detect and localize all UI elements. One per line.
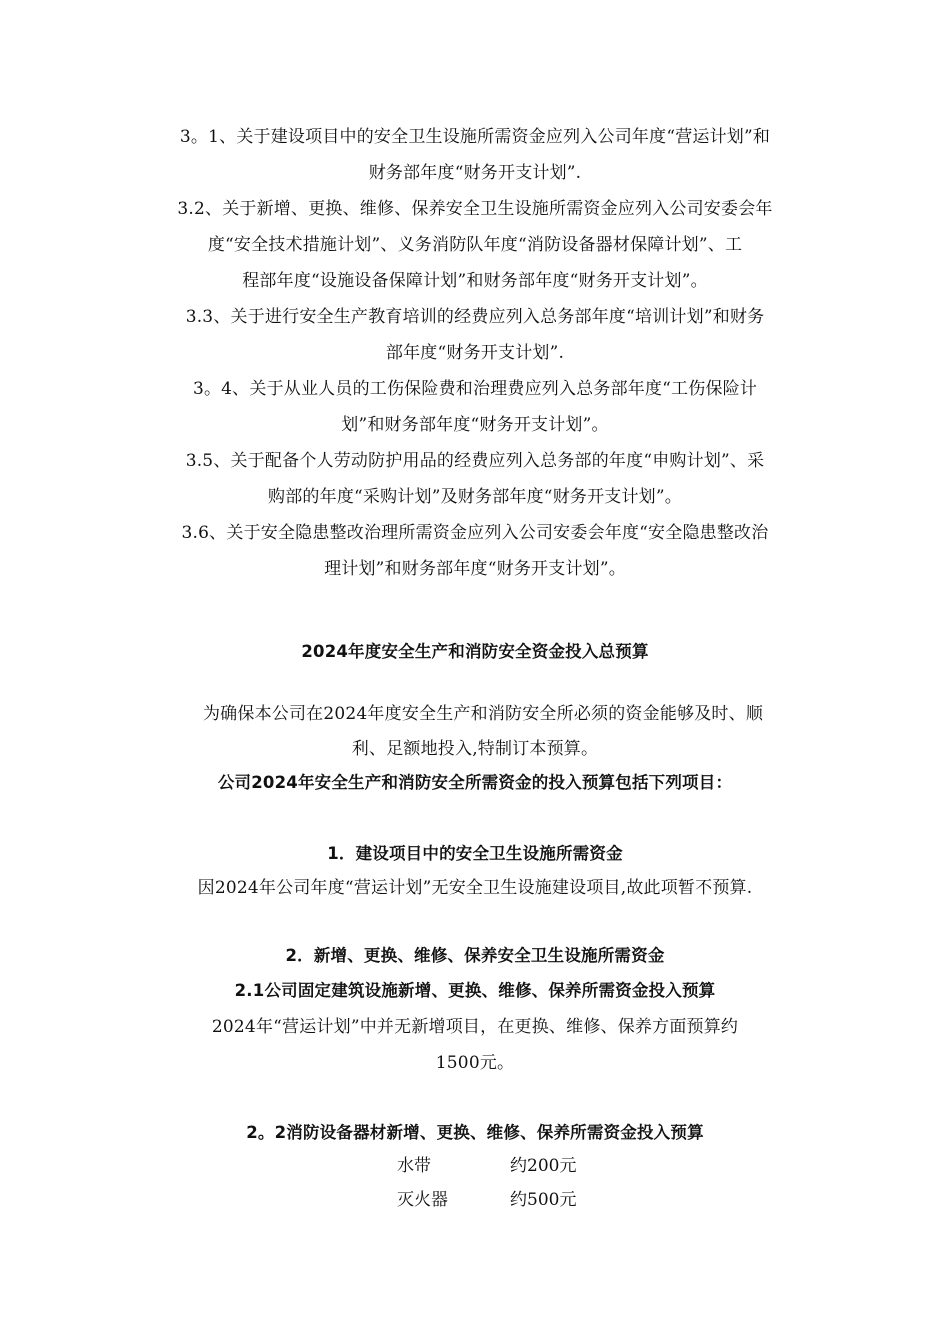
budget-intro-line-2: 利、足额地投入,特制订本预算。 (351, 739, 599, 759)
budget-title: 2024年度安全生产和消防安全资金投入总预算 (301, 642, 649, 661)
source-3-1-line-2: 财务部年度“财务开支计划”. (368, 163, 582, 183)
equipment-item-amount: 约500元 (510, 1190, 577, 1210)
equipment-item-name: 水带 (397, 1156, 431, 1176)
source-3-1-line-1: 3。1、关于建设项目中的安全卫生设施所需资金应列入公司年度“营运计划”和 (179, 127, 771, 147)
source-3-3-line-2: 部年度“财务开支计划”. (385, 343, 565, 363)
source-3-2-line-3: 程部年度“设施设备保障计划”和财务部年度“财务开支计划”。 (242, 271, 708, 291)
source-3-2-line-2: 度“安全技术措施计划”、义务消防队年度“消防设备器材保障计划”、工 (207, 235, 743, 255)
source-3-5-line-2: 购部的年度“采购计划”及财务部年度“财务开支计划”。 (268, 487, 682, 507)
section-1-heading: 1．建设项目中的安全卫生设施所需资金 (327, 844, 623, 863)
source-3-6-line-2: 理计划”和财务部年度“财务开支计划”。 (324, 559, 626, 579)
section-1-text: 因2024年公司年度“营运计划”无安全卫生设施建设项目,故此项暂不预算. (197, 878, 753, 898)
source-3-2-line-1: 3.2、关于新增、更换、维修、保养安全卫生设施所需资金应列入公司安委会年 (177, 199, 773, 219)
source-3-5-line-1: 3.5、关于配备个人劳动防护用品的经费应列入总务部的年度“申购计划”、采 (185, 451, 765, 471)
section-2-1-heading: 2.1公司固定建筑设施新增、更换、维修、保养所需资金投入预算 (234, 981, 716, 1000)
section-2-1-text-line-2: 1500元。 (435, 1053, 515, 1073)
budget-scope-heading: 公司2024年安全生产和消防安全所需资金的投入预算包括下列项目： (217, 773, 733, 792)
source-3-3-line-1: 3.3、关于进行安全生产教育培训的经费应列入总务部年度“培训计划”和财务 (185, 307, 765, 327)
section-2-2-heading: 2。2消防设备器材新增、更换、维修、保养所需资金投入预算 (246, 1123, 704, 1142)
equipment-item-name: 灭火器 (397, 1190, 448, 1210)
equipment-item-amount: 约200元 (510, 1156, 577, 1176)
budget-intro-line-1: 为确保本公司在2024年度安全生产和消防安全所必须的资金能够及时、顺 (202, 704, 764, 724)
source-3-6-line-1: 3.6、关于安全隐患整改治理所需资金应列入公司安委会年度“安全隐患整改治 (181, 523, 769, 543)
source-3-4-line-2: 划”和财务部年度“财务开支计划”。 (341, 415, 609, 435)
section-2-heading: 2．新增、更换、维修、保养安全卫生设施所需资金 (285, 946, 665, 965)
source-3-4-line-1: 3。4、关于从业人员的工伤保险费和治理费应列入总务部年度“工伤保险计 (192, 379, 758, 399)
section-2-1-text-line-1: 2024年“营运计划”中并无新增项目，在更换、维修、保养方面预算约 (211, 1017, 739, 1037)
